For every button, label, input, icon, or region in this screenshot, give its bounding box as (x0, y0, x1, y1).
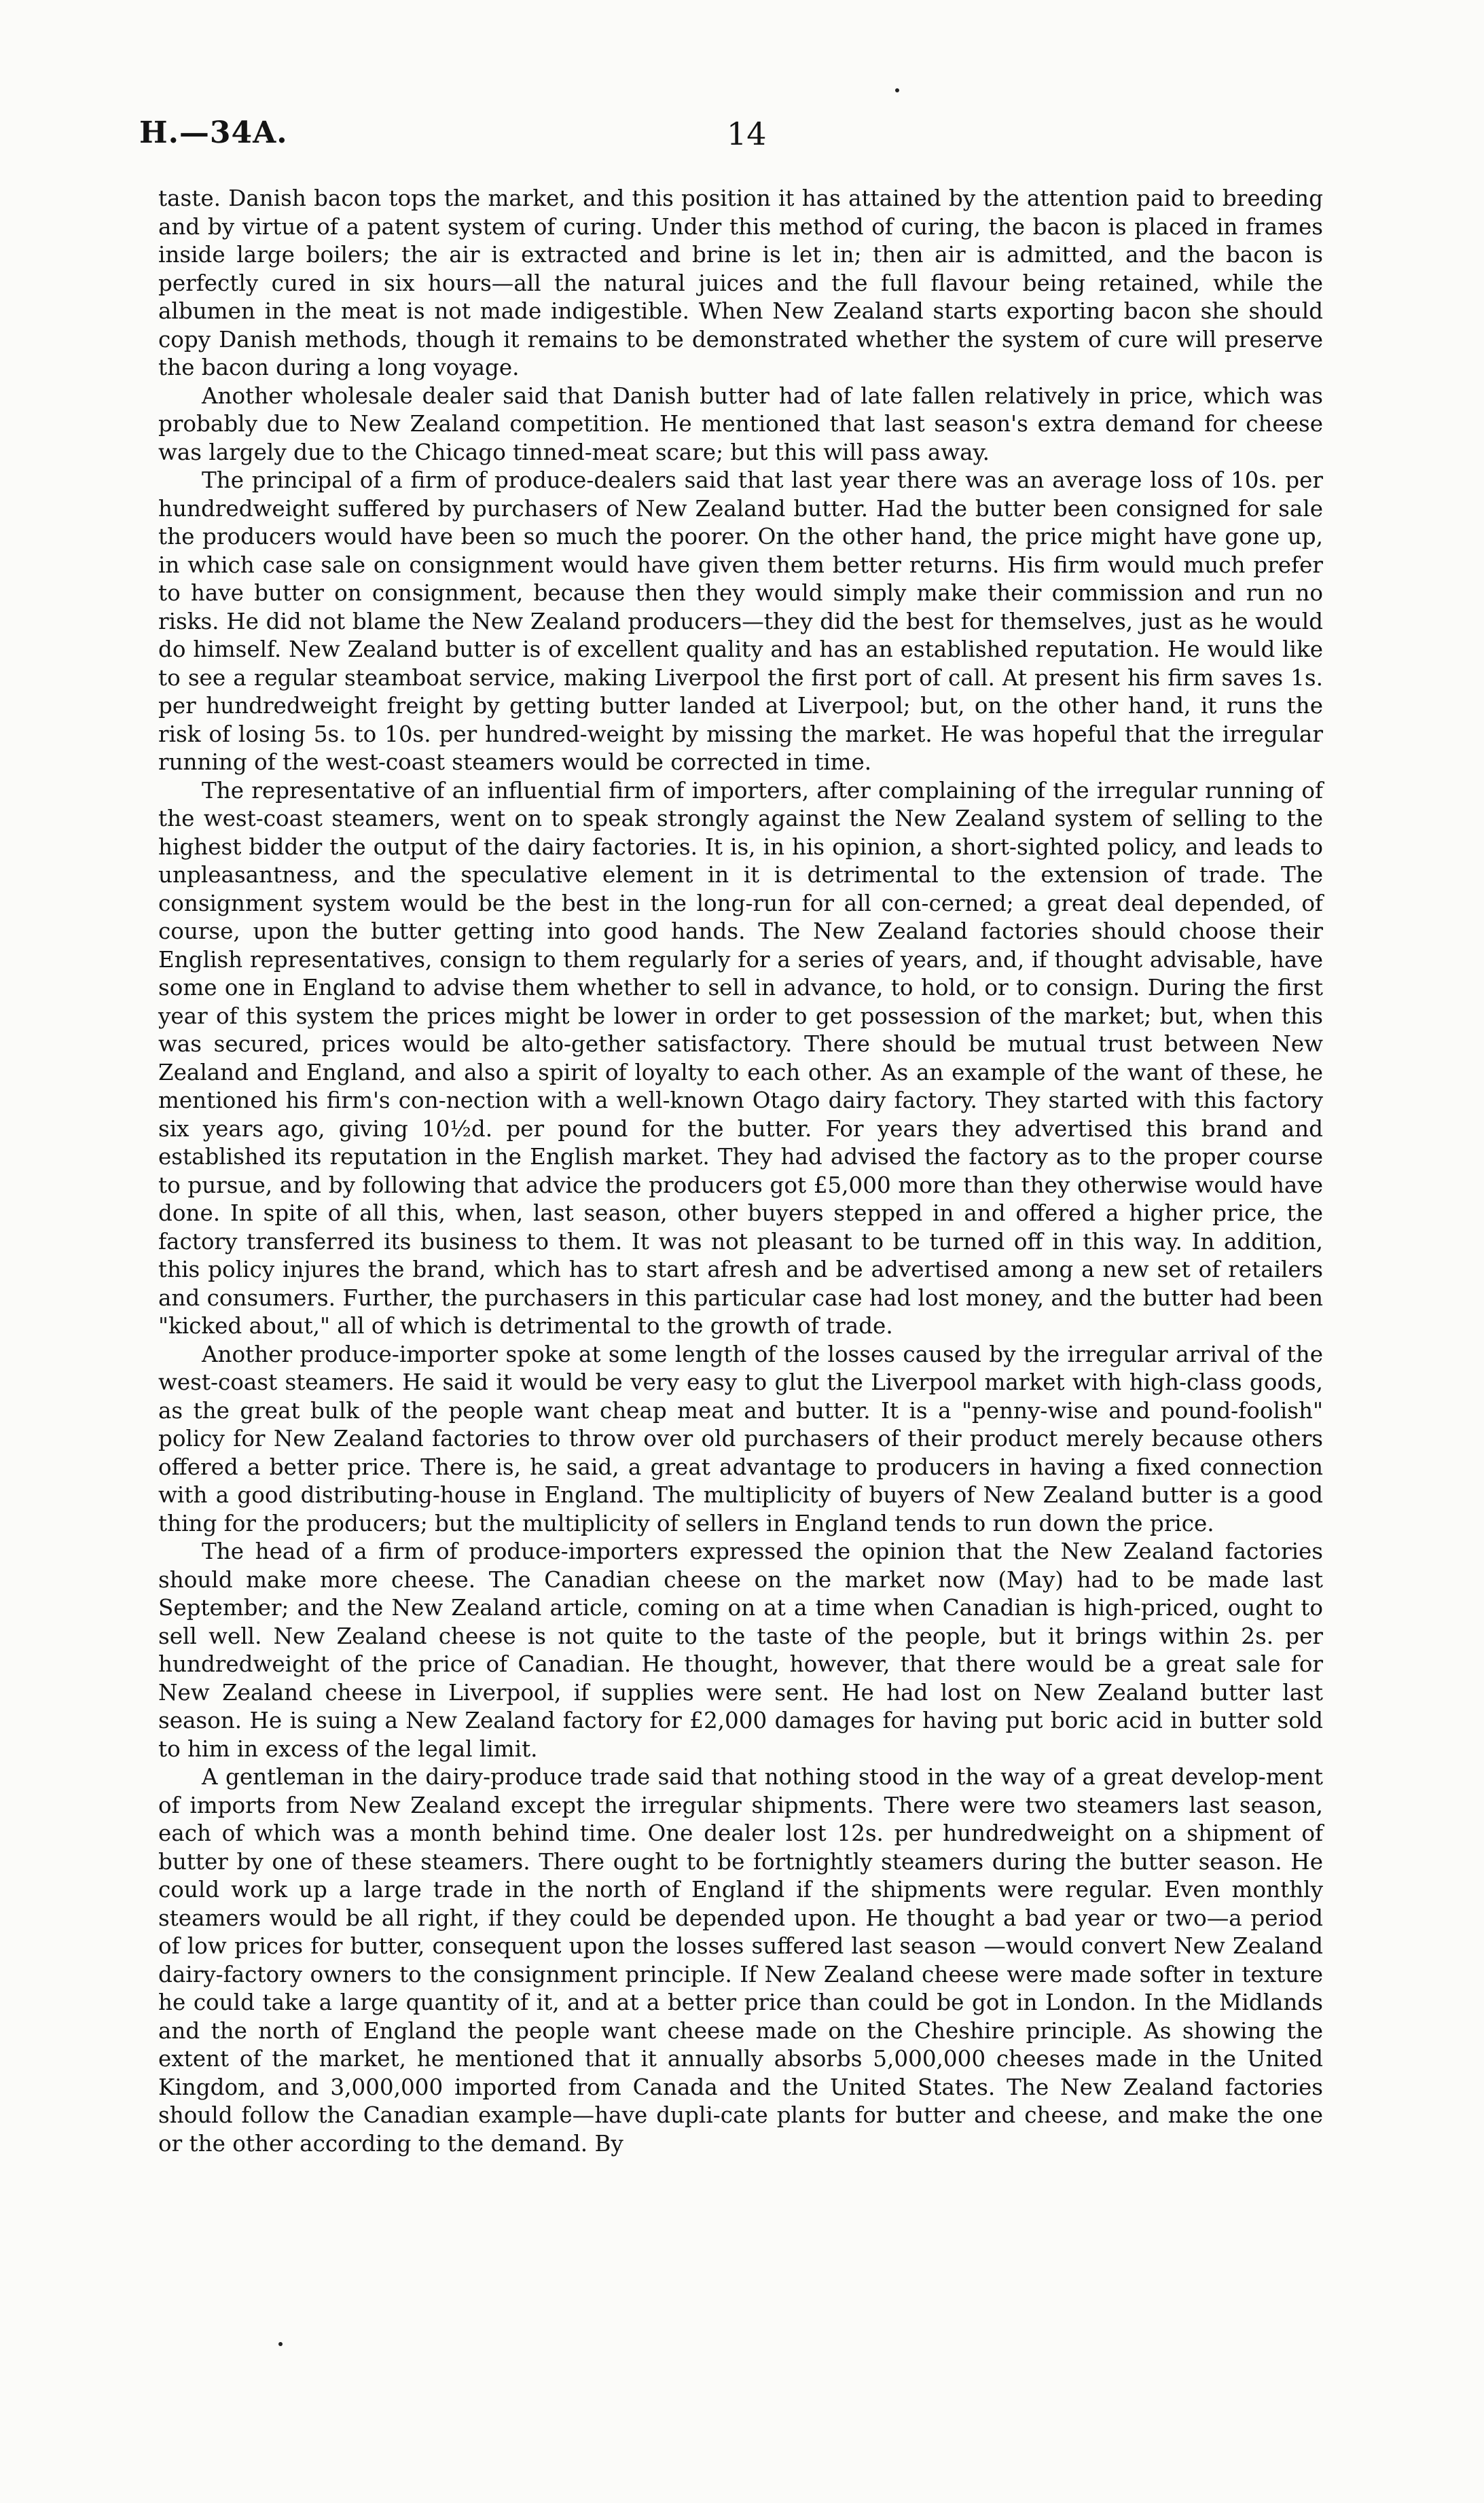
paragraph-continued: taste. Danish bacon tops the market, and this position it has attained by the attention paid to breeding and by virtue of a patent system of curing. Under this method of curing, the bacon is placed in frames inside large boilers; the air is extracted and brine is let in; then air is admitted, and the bacon is perfectly cured in six hours—all the natural juices and the full flavour being retained, while the albumen in the meat is not made indigestible. When New Zealand starts exporting bacon she should copy Danish methods, though it remains to be demonstrated whether the system of cure will preserve the bacon during a long voyage. (158, 185, 1323, 380)
scan-speck (278, 2342, 283, 2346)
paragraph: The head of a firm of produce-importers expressed the opinion that the New Zealand factories should make more cheese. The Canadian cheese on the market now (May) had to be made last September; and the New Zealand article, coming on at a time when Canadian is high-priced, ought to sell well. New Zealand cheese is not quite to the taste of the people, but it brings within 2s. per hundredweight of the price of Canadian. He thought, however, that there would be a great sale for New Zealand cheese in Liverpool, if supplies were sent. He had lost on New Zealand butter last season. He is suing a New Zealand factory for £2,000 damages for having put boric acid in butter sold to him in excess of the legal limit. (158, 1538, 1323, 1762)
paragraph: Another wholesale dealer said that Danish butter had of late fallen relatively in price, which was probably due to New Zealand competition. He mentioned that last season's extra demand for cheese was largely due to the Chicago tinned-meat scare; but this will pass away. (158, 382, 1323, 465)
page-header (139, 115, 1345, 163)
running-head: H.—34A. (139, 115, 288, 150)
paragraph: A gentleman in the dairy-produce trade said that nothing stood in the way of a great develop-ment of imports from New Zealand except the irregular shipments. There were two steamers last season, each of which was a month behind time. One dealer lost 12s. per hundredweight on a shipment of butter by one of these steamers. There ought to be fortnightly steamers during the butter season. He could work up a large trade in the north of England if the shipments were regular. Even monthly steamers would be all right, if they could be depended upon. He thought a bad year or two—a period of low prices for butter, consequent upon the losses suffered last season —would convert New Zealand dairy-factory owners to the consignment principle. If New Zealand cheese were made softer in texture he could take a large quantity of it, and at a better price than could be got in London. In the Midlands and the north of England the people want cheese made on the Cheshire principle. As showing the extent of the market, he mentioned that it annually absorbs 5,000,000 cheeses made in the United Kingdom, and 3,000,000 imported from Canada and the United States. The New Zealand factories should follow the Canadian example—have dupli-cate plants for butter and cheese, and make the one or the other according to the demand. By (158, 1764, 1323, 2157)
paragraph: The representative of an influential firm of importers, after complaining of the irregular running of the west-coast steamers, went on to speak strongly against the New Zealand system of selling to the highest bidder the output of the dairy factories. It is, in his opinion, a short-sighted policy, and leads to unpleasantness, and the speculative element in it is detrimental to the extension of trade. The consignment system would be the best in the long-run for all con-cerned; a great deal depended, of course, upon the butter getting into good hands. The New Zealand factories should choose their English representatives, consign to them regularly for a series of years, and, if thought advisable, have some one in England to advise them whether to sell in advance, to hold, or to consign. During the first year of this system the prices might be lower in order to get possession of the market; but, when this was secured, prices would be alto-gether satisfactory. There should be mutual trust between New Zealand and England, and also a spirit of loyalty to each other. As an example of the want of these, he mentioned his firm's con-nection with a well-known Otago dairy factory. They started with this factory six years ago, giving 10½d. per pound for the butter. For years they advertised this brand and established its reputation in the English market. They had advised the factory as to the proper course to pursue, and by following that advice the producers got £5,000 more than they otherwise would have done. In spite of all this, when, last season, other buyers stepped in and offered a higher price, the factory transferred its business to them. It was not pleasant to be turned off in this way. In addition, this policy injures the brand, which has to start afresh and be advertised among a new set of retailers and consumers. Further, the purchasers in this particular case had lost money, and the butter had been "kicked about," all of which is detrimental to the growth of trade. (158, 777, 1323, 1339)
body-text (158, 185, 1323, 2222)
scan-speck (895, 88, 899, 92)
page-number: 14 (727, 115, 767, 152)
paragraph: The principal of a firm of produce-dealers said that last year there was an average loss of 10s. per hundredweight suffered by purchasers of New Zealand butter. Had the butter been consigned for sale the producers would have been so much the poorer. On the other hand, the price might have gone up, in which case sale on consignment would have given them better returns. His firm would much prefer to have butter on consignment, because then they would simply make their commission and run no risks. He did not blame the New Zealand producers—they did the best for themselves, just as he would do himself. New Zealand butter is of excellent quality and has an established reputation. He would like to see a regular steamboat service, making Liverpool the first port of call. At present his firm saves 1s. per hundredweight freight by getting butter landed at Liverpool; but, on the other hand, it runs the risk of losing 5s. to 10s. per hundred-weight by missing the market. He was hopeful that the irregular running of the west-coast steamers would be corrected in time. (158, 467, 1323, 775)
paragraph: Another produce-importer spoke at some length of the losses caused by the irregular arrival of the west-coast steamers. He said it would be very easy to glut the Liverpool market with high-class goods, as the great bulk of the people want cheap meat and butter. It is a "penny-wise and pound-foolish" policy for New Zealand factories to throw over old purchasers of their product merely because others offered a better price. There is, he said, a great advantage to producers in having a fixed connection with a good distributing-house in England. The multiplicity of buyers of New Zealand butter is a good thing for the producers; but the multiplicity of sellers in England tends to run down the price. (158, 1341, 1323, 1536)
